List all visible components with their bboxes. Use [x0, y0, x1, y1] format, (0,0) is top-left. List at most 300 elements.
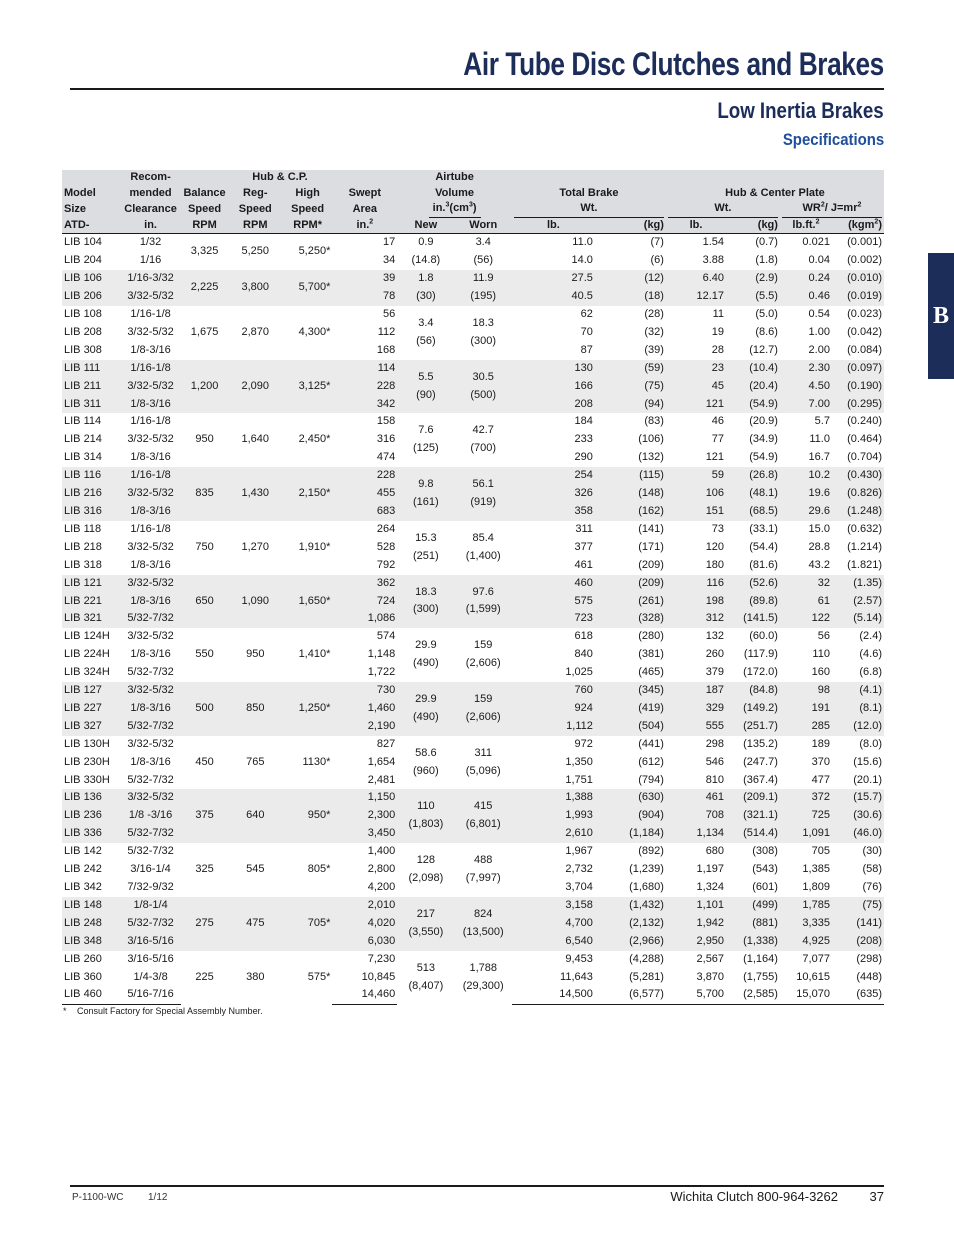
sup-2c: 2	[369, 218, 374, 226]
cell-total-lb: 27.5	[512, 270, 595, 288]
cell-hub-lb: 116	[666, 575, 726, 593]
table-row	[62, 682, 884, 700]
cell-volume-new	[397, 897, 454, 951]
volume-worn-in3: 18.3	[472, 316, 494, 329]
cell-wr2-kgm: (635)	[832, 986, 884, 1004]
cell-clearance: 1/8-3/16	[130, 451, 171, 464]
cell-model: LIB 127	[62, 682, 120, 700]
cell-hub-lb: 12.17	[666, 288, 726, 306]
header-reg-3: RPM	[228, 218, 283, 234]
cell-balance-speed: 500	[181, 682, 227, 736]
cell-volume-new	[397, 951, 454, 1005]
cell-model: LIB 224H	[64, 648, 110, 661]
cell-reg-speed: 1,640	[241, 433, 270, 446]
cell-wr2-lbft: 725	[780, 807, 832, 825]
volume-new-cm3: (2,098)	[408, 872, 444, 885]
cell-clearance: 5/32-7/32	[127, 845, 174, 858]
volume-new-cm3: (161)	[413, 496, 439, 509]
cell-wr2-kgm: (0.023)	[847, 308, 882, 320]
cell-hub-lb: 5,700	[666, 986, 726, 1004]
cell-swept-area: 316	[376, 433, 396, 446]
cell-swept-area: 792	[376, 558, 396, 571]
header-kgm: (kgm$^2$)	[832, 218, 884, 234]
cell-clearance: 1/16-1/8	[130, 522, 171, 535]
cell-wr2-lbft: 110	[812, 648, 830, 661]
cell-high-speed: 1,650*	[283, 575, 332, 629]
cell-hub-kg: (499)	[726, 897, 780, 915]
cell-wr2-lbft: 4,925	[780, 933, 832, 951]
cell-hub-kg: (209.1)	[726, 789, 780, 807]
cell-clearance: 3/16-1/4	[130, 863, 171, 876]
header-balance-1: Balance	[181, 186, 227, 202]
cell-model: LIB 314	[64, 451, 102, 464]
cell-balance-speed: 550	[195, 648, 214, 661]
header-lbft	[780, 218, 832, 234]
header-kgm-label: (kgm	[848, 218, 875, 231]
volume-worn-cm3: (7,997)	[465, 872, 501, 885]
cell-volume-worn	[454, 270, 511, 306]
cell-total-lb: 461	[574, 558, 593, 571]
cell-total-kg: (280)	[638, 630, 664, 643]
cell-wr2-lbft: 98	[780, 682, 832, 700]
cell-model: LIB 227	[62, 700, 120, 718]
cell-reg-speed: 640	[228, 789, 283, 843]
cell-swept-area: 1,722	[367, 666, 396, 679]
cell-wr2-kgm: (448)	[856, 970, 882, 983]
header-swept-unit: in.	[356, 218, 370, 231]
table-row	[62, 521, 884, 539]
cell-wr2-kgm: (30)	[862, 845, 882, 858]
cell-hub-lb: 3.88	[702, 254, 725, 267]
specifications-table	[62, 170, 884, 1005]
volume-worn-in3: 311	[474, 746, 492, 759]
cell-hub-kg: (1,164)	[743, 952, 778, 965]
cell-total-kg: (209)	[638, 558, 664, 571]
cell-volume-worn	[454, 575, 511, 629]
cell-total-kg: (39)	[644, 343, 664, 356]
volume-new-in3: 1.8	[418, 272, 434, 285]
cell-volume-new	[397, 628, 454, 682]
volume-worn-cm3: (1,400)	[465, 549, 501, 562]
cell-wr2-kgm: (5.14)	[832, 610, 884, 628]
header-high-1: High	[283, 186, 332, 202]
cell-hub-lb: 461	[666, 789, 726, 807]
header-swept-2: Area	[332, 201, 397, 218]
cell-total-lb: 1,388	[512, 789, 595, 807]
cell-hub-lb: 28	[711, 343, 725, 356]
cell-wr2-lbft: 5.7	[814, 415, 830, 428]
cell-balance-speed: 750	[195, 540, 214, 553]
cell-reg-speed: 850	[228, 682, 283, 736]
cell-volume-new	[397, 270, 454, 306]
cell-total-kg: (381)	[638, 648, 664, 661]
cell-high-speed: 1,410*	[298, 648, 331, 661]
cell-hub-lb: 121	[705, 451, 725, 464]
cell-model: LIB 111	[62, 360, 120, 378]
header-balance-blank	[181, 170, 227, 186]
cell-total-lb: 70	[580, 325, 593, 338]
table-row	[62, 306, 884, 324]
cell-hub-kg: (881)	[726, 915, 780, 933]
section-tab-letter: B	[932, 302, 949, 329]
cell-clearance: 5/32-7/32	[127, 773, 174, 786]
cell-total-lb: 166	[512, 378, 595, 396]
sup-2e: 2	[874, 218, 879, 226]
header-clearance-4: in.	[120, 218, 182, 234]
cell-wr2-lbft: 370	[811, 755, 830, 768]
cell-total-lb: 972	[574, 737, 593, 750]
cell-hub-kg: (117.9)	[743, 648, 778, 661]
cell-wr2-lbft: 2.00	[808, 343, 830, 356]
cell-hub-kg: (54.4)	[749, 540, 778, 553]
volume-worn-in3: 159	[474, 639, 493, 652]
cell-model: LIB 121	[62, 575, 120, 593]
cell-wr2-kgm: (1.821)	[847, 558, 882, 571]
cell-volume-worn	[454, 234, 511, 270]
cell-hub-kg: (60.0)	[749, 630, 778, 643]
cell-wr2-kgm: (2.57)	[832, 593, 884, 611]
cell-volume-new	[397, 467, 454, 521]
cell-hub-lb: 73	[711, 522, 725, 535]
cell-swept-area: 4,200	[367, 881, 396, 893]
cell-volume-worn	[454, 736, 511, 790]
cell-volume-worn	[454, 628, 511, 682]
header-total-blank	[512, 170, 666, 186]
cell-total-lb: 1,112	[512, 718, 595, 736]
cell-swept-area: 1,654	[367, 755, 396, 768]
cell-clearance: 3/32-5/32	[127, 630, 174, 643]
cell-wr2-kgm: (0.042)	[847, 325, 882, 338]
volume-new-in3: 5.5	[418, 370, 434, 383]
cell-wr2-lbft: 43.2	[808, 558, 830, 571]
sup-3a: 3	[445, 201, 450, 209]
cell-swept-area: 56	[383, 308, 396, 320]
cell-hub-lb: 45	[666, 378, 726, 396]
cell-swept-area: 1,460	[332, 700, 397, 718]
volume-new-in3: 58.6	[415, 746, 437, 759]
cell-swept-area: 2,800	[367, 863, 396, 876]
header-swept-1: Swept	[332, 186, 397, 202]
header-hub-lb: lb.	[666, 218, 726, 234]
cell-wr2-kgm: (30.6)	[832, 807, 884, 825]
cell-wr2-kgm: (0.430)	[832, 467, 884, 485]
cell-total-kg: (209)	[595, 575, 666, 593]
cell-total-kg: (75)	[595, 378, 666, 396]
cell-swept-area: 342	[332, 396, 397, 414]
cell-model: LIB 324H	[64, 666, 110, 679]
cell-model: LIB 204	[64, 254, 102, 267]
header-worn: Worn	[454, 218, 511, 234]
header-hub-blank	[666, 170, 884, 186]
cell-wr2-lbft: 477	[811, 773, 830, 786]
cell-hub-kg: (2,585)	[726, 986, 780, 1004]
volume-worn-cm3: (500)	[470, 388, 497, 401]
cell-model: LIB 118	[64, 522, 102, 535]
cell-total-kg: (18)	[595, 288, 666, 306]
cell-hub-kg: (52.6)	[726, 575, 780, 593]
cell-swept-area: 827	[376, 737, 396, 750]
cell-wr2-kgm: (0.704)	[847, 451, 882, 464]
cell-total-lb: 618	[574, 630, 593, 643]
cell-wr2-kgm: (6.8)	[859, 666, 882, 679]
cell-balance-speed: 1,675	[190, 325, 219, 338]
cell-clearance: 1/8-3/16	[130, 648, 171, 661]
cell-wr2-lbft: 29.6	[780, 503, 832, 521]
cell-model: LIB 230H	[64, 755, 110, 768]
cell-wr2-kgm: (298)	[856, 952, 882, 965]
cell-model: LIB 242	[64, 863, 102, 876]
cell-clearance: 1/16-1/8	[120, 360, 182, 378]
cell-swept-area: 1,150	[332, 789, 397, 807]
volume-worn-in3: 488	[474, 854, 493, 867]
cell-clearance: 1/8-3/16	[120, 503, 182, 521]
cell-clearance: 3/32-5/32	[127, 325, 174, 338]
cell-total-kg: (465)	[638, 666, 664, 679]
table-row	[62, 843, 884, 861]
page-title: Air Tube Disc Clutches and Brakes	[463, 46, 884, 82]
cell-volume-new	[397, 521, 454, 575]
volume-new-in3: 7.6	[418, 424, 434, 437]
cell-high-speed: 5,250*	[298, 245, 331, 258]
cell-volume-new	[397, 306, 454, 360]
cell-hub-kg: (141.5)	[726, 610, 780, 628]
cell-model: LIB 218	[64, 540, 102, 553]
cell-clearance: 1/8-1/4	[120, 897, 182, 915]
cell-wr2-lbft: 32	[780, 575, 832, 593]
volume-new-in3: 18.3	[415, 585, 437, 598]
table-row	[62, 234, 884, 252]
cell-clearance: 1/8-3/16	[130, 755, 171, 768]
cell-total-kg: (612)	[638, 755, 664, 768]
cell-hub-lb: 379	[705, 666, 725, 679]
cell-total-kg: (441)	[638, 737, 664, 750]
cell-wr2-lbft: 19.6	[780, 485, 832, 503]
cell-hub-lb: 46	[711, 415, 725, 428]
cell-hub-lb: 708	[666, 807, 726, 825]
cell-swept-area: 78	[332, 288, 397, 306]
cell-swept-area: 2,190	[332, 718, 397, 736]
volume-new-in3: 15.3	[415, 531, 437, 544]
cell-reg-speed: 1,430	[228, 467, 283, 521]
header-swept-blank	[332, 170, 397, 186]
cell-total-lb: 290	[574, 451, 593, 464]
cell-clearance: 5/32-7/32	[120, 915, 182, 933]
cell-wr2-kgm: (0.010)	[832, 270, 884, 288]
header-hub-wt	[666, 201, 780, 218]
header-clearance-1: Recom-	[120, 170, 182, 186]
cell-swept-area: 114	[332, 360, 397, 378]
cell-wr2-kgm: (4.1)	[832, 682, 884, 700]
cell-volume-new	[397, 360, 454, 414]
volume-new-cm3: (960)	[413, 764, 439, 777]
cell-swept-area: 2,300	[332, 807, 397, 825]
cell-model: LIB 348	[62, 933, 120, 951]
volume-worn-cm3: (919)	[470, 496, 497, 509]
cell-hub-lb: 6.40	[666, 270, 726, 288]
cell-hub-lb: 1,324	[696, 881, 725, 893]
cell-hub-kg: (12.7)	[749, 343, 778, 356]
cell-hub-lb: 59	[666, 467, 726, 485]
cell-total-kg: (1,432)	[595, 897, 666, 915]
cell-hub-lb: 1,101	[666, 897, 726, 915]
cell-hub-kg: (5.5)	[726, 288, 780, 306]
volume-worn-cm3: (2,606)	[465, 657, 501, 670]
cell-total-lb: 9,453	[565, 952, 593, 965]
cell-wr2-lbft: 3,335	[780, 915, 832, 933]
cell-clearance: 1/4-3/8	[133, 970, 168, 983]
cell-balance-speed: 225	[195, 970, 214, 983]
cell-total-lb: 3,704	[565, 881, 593, 893]
table-row	[62, 360, 884, 378]
cell-swept-area: 683	[332, 503, 397, 521]
cell-swept-area: 228	[332, 378, 397, 396]
cell-volume-worn	[454, 306, 511, 360]
footer-company: Wichita Clutch 800-964-3262	[670, 1189, 838, 1204]
cell-swept-area: 474	[376, 451, 396, 464]
cell-wr2-kgm: (0.464)	[847, 433, 882, 446]
volume-worn-in3: 3.4	[475, 236, 491, 249]
cell-clearance: 1/16-3/32	[120, 270, 182, 288]
table-row	[62, 897, 884, 915]
cell-wr2-kgm: (8.0)	[859, 737, 882, 750]
cell-high-speed: 2,450*	[298, 433, 331, 446]
header-balance-2: Speed	[181, 201, 227, 218]
header-total-1: Total Brake	[512, 186, 666, 202]
cell-high-speed: 4,300*	[298, 325, 331, 338]
cell-wr2-lbft: 0.021	[802, 236, 830, 249]
cell-swept-area: 2,010	[332, 897, 397, 915]
cell-model: LIB 330H	[64, 773, 110, 786]
footnote	[63, 1006, 263, 1016]
cell-hub-lb: 312	[666, 610, 726, 628]
cell-model: LIB 360	[64, 970, 102, 983]
cell-model: LIB 236	[62, 807, 120, 825]
cell-clearance: 3/32-5/32	[120, 789, 182, 807]
volume-worn-cm3: (700)	[470, 442, 497, 455]
cell-balance-speed: 375	[181, 789, 227, 843]
header-lb: lb.	[512, 218, 595, 234]
header-hubcp-label: Hub & C.P.	[252, 171, 308, 183]
cell-hub-kg: (54.9)	[726, 396, 780, 414]
cell-wr2-kgm: (0.002)	[847, 254, 882, 267]
cell-total-kg: (4,288)	[629, 952, 664, 965]
specifications-body	[62, 234, 884, 1005]
footnote-text: Consult Factory for Special Assembly Number.	[77, 1006, 263, 1016]
cell-clearance: 1/8-3/16	[130, 343, 171, 356]
cell-total-kg: (132)	[638, 451, 664, 464]
cell-wr2-kgm: (0.240)	[847, 415, 882, 428]
volume-worn-in3: 11.9	[472, 272, 494, 285]
cell-balance-speed: 450	[195, 755, 214, 768]
cell-volume-worn	[454, 467, 511, 521]
header-high-3: RPM*	[283, 218, 332, 234]
cell-hub-kg: (10.4)	[726, 360, 780, 378]
cell-wr2-kgm: (75)	[832, 897, 884, 915]
cell-total-kg: (6)	[650, 254, 664, 267]
cell-reg-speed: 2,090	[228, 360, 283, 414]
cell-hub-kg: (81.6)	[749, 558, 778, 571]
cell-model: LIB 221	[62, 593, 120, 611]
cell-model: LIB 216	[62, 485, 120, 503]
cell-total-lb: 840	[574, 648, 593, 661]
cell-clearance: 1/8-3/16	[130, 558, 171, 571]
cell-wr2-kgm: (8.1)	[832, 700, 884, 718]
cell-clearance: 3/32-5/32	[127, 540, 174, 553]
header-hubcp	[228, 170, 333, 186]
volume-worn-in3: 415	[474, 800, 493, 813]
volume-new-in3: 0.9	[418, 236, 434, 249]
header-swept-3	[332, 218, 397, 234]
cell-model: LIB 130H	[64, 737, 110, 750]
cell-swept-area: 6,030	[332, 933, 397, 951]
cell-total-lb: 924	[512, 700, 595, 718]
cell-wr2-lbft: 122	[780, 610, 832, 628]
page-number: 37	[869, 1189, 884, 1204]
cell-total-kg: (115)	[595, 467, 666, 485]
cell-high-speed: 1,250*	[283, 682, 332, 736]
cell-hub-lb: 1,134	[666, 825, 726, 843]
volume-new-cm3: (90)	[416, 388, 436, 401]
cell-reg-speed: 1,090	[228, 575, 283, 629]
cell-hub-lb: 120	[705, 540, 725, 553]
cell-reg-speed: 545	[246, 863, 265, 876]
cell-high-speed: 575*	[307, 970, 331, 983]
cell-wr2-lbft: 61	[780, 593, 832, 611]
volume-worn-in3: 97.6	[472, 585, 494, 598]
cell-model: LIB 316	[62, 503, 120, 521]
cell-model: LIB 104	[64, 236, 102, 249]
cell-hub-lb: 2,950	[666, 933, 726, 951]
cell-total-lb: 11.0	[572, 236, 593, 249]
cell-wr2-lbft: 0.24	[780, 270, 832, 288]
cell-model: LIB 308	[64, 343, 102, 356]
page-subtitle: Low Inertia Brakes	[717, 98, 884, 123]
cell-hub-kg: (89.8)	[726, 593, 780, 611]
cell-hub-kg: (68.5)	[726, 503, 780, 521]
title-divider	[70, 88, 884, 90]
table-row	[62, 575, 884, 593]
cell-hub-kg: (20.9)	[749, 415, 778, 428]
volume-new-cm3: (490)	[413, 710, 439, 723]
cell-hub-lb: 546	[705, 755, 725, 768]
cell-total-kg: (59)	[595, 360, 666, 378]
header-airtube-2: Volume	[397, 186, 512, 202]
cell-total-kg: (83)	[644, 415, 664, 428]
cell-hub-lb: 187	[666, 682, 726, 700]
volume-worn-in3: 85.4	[472, 531, 494, 544]
cell-wr2-kgm: (0.019)	[832, 288, 884, 306]
volume-new-in3: 29.9	[415, 692, 437, 705]
cell-total-kg: (892)	[638, 845, 664, 858]
header-airtube-cm: (cm	[449, 202, 469, 215]
cell-wr2-lbft: 1.00	[808, 325, 830, 338]
cell-wr2-kgm: (58)	[862, 863, 882, 876]
cell-hub-lb: 1,942	[666, 915, 726, 933]
header-reg-1: Reg-	[228, 186, 283, 202]
cell-clearance: 3/32-5/32	[127, 433, 174, 446]
cell-wr2-lbft: 0.54	[808, 308, 830, 320]
cell-clearance: 3/32-5/32	[120, 378, 182, 396]
cell-reg-speed: 5,250	[241, 245, 270, 258]
cell-hub-kg: (20.4)	[726, 378, 780, 396]
cell-clearance: 3/32-5/32	[120, 575, 182, 593]
cell-total-lb: 6,540	[512, 933, 595, 951]
volume-worn-cm3: (300)	[470, 334, 497, 347]
header-reg-2: Speed	[228, 201, 283, 218]
header-airtube-1: Airtube	[397, 170, 512, 186]
cell-hub-kg: (26.8)	[726, 467, 780, 485]
cell-model: LIB 214	[64, 433, 102, 446]
